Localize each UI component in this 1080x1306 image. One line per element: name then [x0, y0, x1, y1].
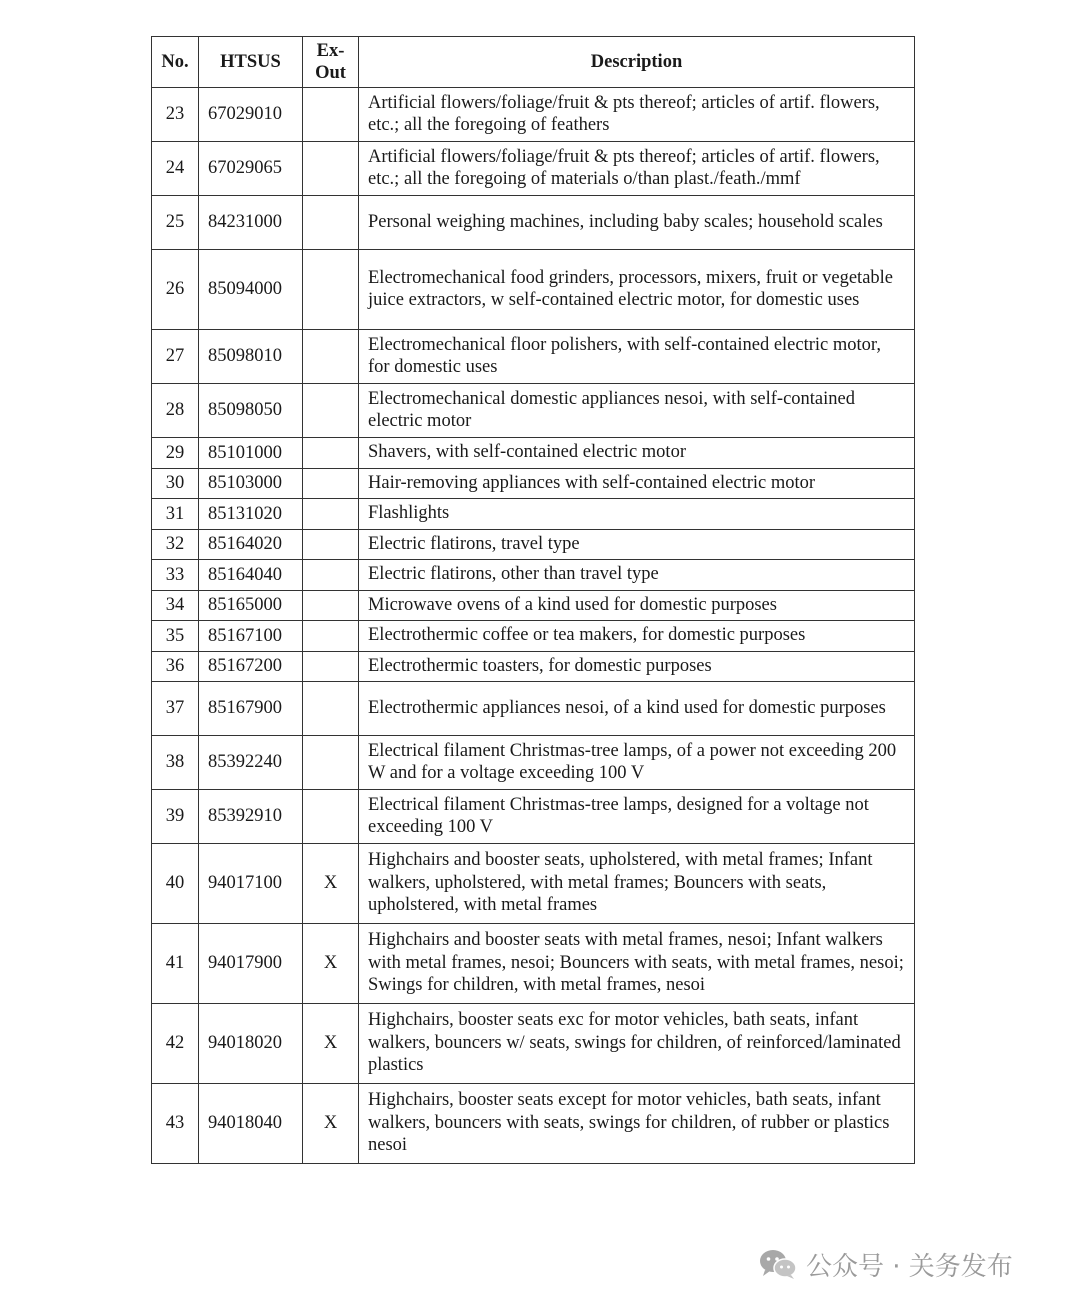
tariff-table: [151, 36, 915, 1164]
row-htsus-code: 85103000: [199, 468, 303, 499]
row-ex-out-mark: X: [303, 1004, 359, 1084]
row-ex-out-mark: [303, 590, 359, 621]
row-htsus-code: 85167100: [199, 621, 303, 652]
row-htsus-code: 94017900: [199, 924, 303, 1004]
header-no: No.: [152, 37, 199, 88]
row-number: 26: [152, 250, 199, 330]
row-ex-out-mark: [303, 529, 359, 560]
table-row: [152, 560, 915, 591]
row-description: Electromechanical floor polishers, with self-contained electric motor, for domestic uses: [359, 330, 915, 384]
row-ex-out-mark: [303, 196, 359, 250]
row-description: Electromechanical domestic appliances nesoi, with self-contained electric motor: [359, 384, 915, 438]
header-ex-out-label: Ex- Out: [315, 40, 346, 83]
row-number: 25: [152, 196, 199, 250]
table-row: [152, 330, 915, 384]
row-htsus-code: 94018040: [199, 1084, 303, 1164]
row-ex-out-mark: [303, 790, 359, 844]
table-row: [152, 844, 915, 924]
row-htsus-code: 84231000: [199, 196, 303, 250]
row-ex-out-mark: [303, 621, 359, 652]
row-description: Electrical filament Christmas-tree lamps, designed for a voltage not exceeding 100 V: [359, 790, 915, 844]
table-row: [152, 651, 915, 682]
table-row: [152, 924, 915, 1004]
row-ex-out-mark: [303, 384, 359, 438]
row-description: Electrical filament Christmas-tree lamps, of a power not exceeding 200 W and for a voltage exceeding 100 V: [359, 736, 915, 790]
row-description: Electromechanical food grinders, processors, mixers, fruit or vegetable juice extractors, w self-contained electric motor, for domestic uses: [359, 250, 915, 330]
header-ex-out: [303, 37, 359, 88]
row-ex-out-mark: [303, 560, 359, 591]
table-row: [152, 1004, 915, 1084]
row-htsus-code: 85392240: [199, 736, 303, 790]
row-description: Microwave ovens of a kind used for domestic purposes: [359, 590, 915, 621]
row-ex-out-mark: [303, 438, 359, 469]
row-ex-out-mark: [303, 88, 359, 142]
row-number: 43: [152, 1084, 199, 1164]
row-number: 37: [152, 682, 199, 736]
row-ex-out-mark: X: [303, 844, 359, 924]
row-number: 41: [152, 924, 199, 1004]
row-ex-out-mark: [303, 142, 359, 196]
row-number: 33: [152, 560, 199, 591]
row-description: Highchairs and booster seats with metal frames, nesoi; Infant walkers with metal frames, nesoi; Bouncers with seats, with metal frames, nesoi; Swings for children, with metal frames, nesoi: [359, 924, 915, 1004]
row-number: 30: [152, 468, 199, 499]
row-htsus-code: 85167900: [199, 682, 303, 736]
row-htsus-code: 85094000: [199, 250, 303, 330]
row-description: Highchairs, booster seats except for motor vehicles, bath seats, infant walkers, bouncers with seats, swings for children, of rubber or plastics nesoi: [359, 1084, 915, 1164]
row-htsus-code: 94018020: [199, 1004, 303, 1084]
watermark-text: 公众号 · 关务发布: [806, 1251, 1013, 1282]
header-row: [152, 37, 915, 88]
row-description: Electric flatirons, other than travel type: [359, 560, 915, 591]
table-row: [152, 499, 915, 530]
table-row: [152, 468, 915, 499]
row-htsus-code: 67029065: [199, 142, 303, 196]
table-row: [152, 250, 915, 330]
row-description: Highchairs, booster seats exc for motor vehicles, bath seats, infant walkers, bouncers w/ seats, swings for children, of reinforced/laminated plastics: [359, 1004, 915, 1084]
table-row: [152, 590, 915, 621]
row-description: Personal weighing machines, including baby scales; household scales: [359, 196, 915, 250]
row-ex-out-mark: X: [303, 1084, 359, 1164]
row-description: Electric flatirons, travel type: [359, 529, 915, 560]
table-row: [152, 621, 915, 652]
table-row: [152, 1084, 915, 1164]
row-number: 29: [152, 438, 199, 469]
row-htsus-code: 85164020: [199, 529, 303, 560]
row-description: Shavers, with self-contained electric motor: [359, 438, 915, 469]
row-description: Artificial flowers/foliage/fruit & pts thereof; articles of artif. flowers, etc.; all the foregoing of materials o/than plast./feath./mmf: [359, 142, 915, 196]
table-row: [152, 529, 915, 560]
row-htsus-code: 85165000: [199, 590, 303, 621]
row-number: 36: [152, 651, 199, 682]
row-number: 31: [152, 499, 199, 530]
watermark: [758, 1246, 1013, 1282]
table-row: [152, 384, 915, 438]
row-htsus-code: 94017100: [199, 844, 303, 924]
row-htsus-code: 85131020: [199, 499, 303, 530]
row-number: 40: [152, 844, 199, 924]
header-description: Description: [359, 37, 915, 88]
row-number: 28: [152, 384, 199, 438]
row-htsus-code: 85164040: [199, 560, 303, 591]
row-ex-out-mark: [303, 499, 359, 530]
row-ex-out-mark: [303, 330, 359, 384]
row-htsus-code: 85098050: [199, 384, 303, 438]
table-row: [152, 196, 915, 250]
table-row: [152, 142, 915, 196]
row-number: 27: [152, 330, 199, 384]
row-description: Electrothermic appliances nesoi, of a kind used for domestic purposes: [359, 682, 915, 736]
table-row: [152, 682, 915, 736]
row-ex-out-mark: [303, 250, 359, 330]
wechat-icon: [758, 1248, 798, 1280]
table-row: [152, 438, 915, 469]
row-htsus-code: 85098010: [199, 330, 303, 384]
row-ex-out-mark: [303, 682, 359, 736]
row-number: 42: [152, 1004, 199, 1084]
row-description: Flashlights: [359, 499, 915, 530]
row-ex-out-mark: [303, 736, 359, 790]
row-description: Hair-removing appliances with self-contained electric motor: [359, 468, 915, 499]
table-row: [152, 88, 915, 142]
row-htsus-code: 85101000: [199, 438, 303, 469]
table-row: [152, 790, 915, 844]
row-number: 35: [152, 621, 199, 652]
row-description: Electrothermic toasters, for domestic purposes: [359, 651, 915, 682]
row-number: 32: [152, 529, 199, 560]
row-number: 38: [152, 736, 199, 790]
row-description: Highchairs and booster seats, upholstered, with metal frames; Infant walkers, upholstered, with metal frames; Bouncers with seats, upholstered, with metal frames: [359, 844, 915, 924]
row-htsus-code: 85392910: [199, 790, 303, 844]
row-ex-out-mark: X: [303, 924, 359, 1004]
row-number: 39: [152, 790, 199, 844]
header-htsus: HTSUS: [199, 37, 303, 88]
row-ex-out-mark: [303, 651, 359, 682]
row-htsus-code: 67029010: [199, 88, 303, 142]
table-row: [152, 736, 915, 790]
row-description: Electrothermic coffee or tea makers, for domestic purposes: [359, 621, 915, 652]
row-number: 34: [152, 590, 199, 621]
row-htsus-code: 85167200: [199, 651, 303, 682]
row-number: 23: [152, 88, 199, 142]
row-ex-out-mark: [303, 468, 359, 499]
row-number: 24: [152, 142, 199, 196]
row-description: Artificial flowers/foliage/fruit & pts thereof; articles of artif. flowers, etc.; all the foregoing of feathers: [359, 88, 915, 142]
